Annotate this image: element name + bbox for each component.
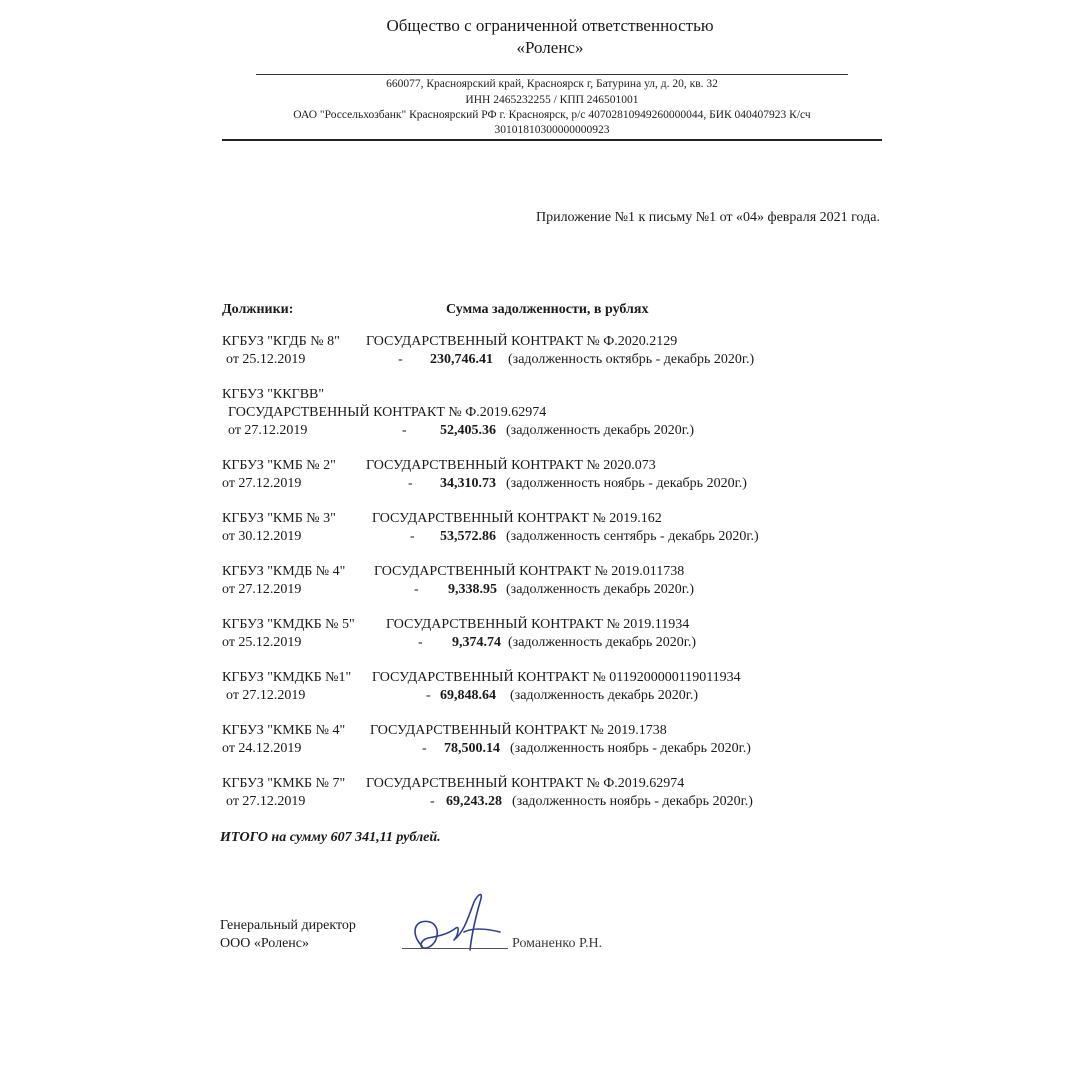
debtor-contract: ГОСУДАРСТВЕННЫЙ КОНТРАКТ № 2019.11934 [386,617,690,632]
debt-amount: 230,746.41 [430,352,493,367]
company-inn: ИНН 2465232255 / КПП 246501001 [465,94,639,106]
debtor-name: КГБУЗ "КМДКБ № 5" [222,617,355,632]
debt-amount: 9,374.74 [452,635,501,650]
company-title-line2: «Роленс» [516,38,584,57]
signatory-company: ООО «Роленс» [220,936,309,951]
debt-note: (задолженность декабрь 2020г.) [508,635,697,650]
signature-line [402,948,508,949]
debtor-contract: ГОСУДАРСТВЕННЫЙ КОНТРАКТ № Ф.2019.62974 [228,405,547,420]
dash: - [414,582,419,597]
amount-column-header: Сумма задолженности, в рублях [446,302,649,317]
contract-date: от 27.12.2019 [226,688,306,703]
debt-note: (задолженность декабрь 2020г.) [510,688,699,703]
debt-amount: 52,405.36 [440,423,496,438]
debtor-name: КГБУЗ "КМКБ № 4" [222,723,346,738]
debtor-contract: ГОСУДАРСТВЕННЫЙ КОНТРАКТ № Ф.2019.62974 [366,776,685,791]
debtor-name: КГБУЗ "ККГВВ" [222,387,325,402]
debtor-contract: ГОСУДАРСТВЕННЫЙ КОНТРАКТ № 2019.162 [372,511,662,526]
debt-amount: 9,338.95 [448,582,497,597]
contract-date: от 27.12.2019 [222,476,302,491]
debtor-name: КГБУЗ "КМБ № 2" [222,458,336,473]
signatory-name: Романенко Р.Н. [512,936,603,951]
company-title-line1: Общество с ограниченной ответственностью [386,16,714,35]
dash: - [408,476,413,491]
debtor-name: КГБУЗ "КГДБ № 8" [222,334,340,349]
debtor-name: КГБУЗ "КМДКБ №1" [222,670,352,685]
debt-amount: 53,572.86 [440,529,496,544]
debt-amount: 34,310.73 [440,476,496,491]
dash: - [426,688,431,703]
debt-note: (задолженность ноябрь - декабрь 2020г.) [510,741,751,756]
dash: - [422,741,427,756]
contract-date: от 25.12.2019 [222,635,302,650]
debt-amount: 69,243.28 [446,794,502,809]
contract-date: от 30.12.2019 [222,529,302,544]
debtor-contract: ГОСУДАРСТВЕННЫЙ КОНТРАКТ № 2020.073 [366,458,656,473]
dash: - [418,635,423,650]
debtor-contract: ГОСУДАРСТВЕННЫЙ КОНТРАКТ № 0119200000119011934 [372,670,741,685]
contract-date: от 27.12.2019 [226,794,306,809]
debt-note: (задолженность декабрь 2020г.) [506,423,695,438]
debt-note: (задолженность ноябрь - декабрь 2020г.) [512,794,753,809]
header-divider-top [256,74,848,75]
debt-note: (задолженность октябрь - декабрь 2020г.) [508,352,755,367]
debtor-name: КГБУЗ "КМДБ № 4" [222,564,346,579]
debt-amount: 69,848.64 [440,688,496,703]
debtor-name: КГБУЗ "КМКБ № 7" [222,776,346,791]
dash: - [430,794,435,809]
debtors-column-header: Должники: [222,302,294,317]
appendix-reference: Приложение №1 к письму №1 от «04» февраля 2021 года. [535,210,880,225]
dash: - [402,423,407,438]
debtor-contract: ГОСУДАРСТВЕННЫЙ КОНТРАКТ № 2019.1738 [370,723,667,738]
dash: - [398,352,403,367]
contract-date: от 24.12.2019 [222,741,302,756]
debt-note: (задолженность ноябрь - декабрь 2020г.) [506,476,747,491]
handwritten-signature [404,888,514,960]
debt-note: (задолженность декабрь 2020г.) [506,582,695,597]
company-bank: ОАО "Россельхозбанк" Красноярский РФ г. Красноярск, р/с 40702810949260000044, БИК 040407923 К/сч [293,109,811,121]
company-address: 660077, Красноярский край, Красноярск г, Батурина ул, д. 20, кв. 32 [386,78,718,90]
debtor-contract: ГОСУДАРСТВЕННЫЙ КОНТРАКТ № Ф.2020.2129 [366,334,678,349]
total-amount: ИТОГО на сумму 607 341,11 рублей. [220,830,441,845]
header-divider-bottom [222,139,882,141]
contract-date: от 27.12.2019 [222,582,302,597]
debt-note: (задолженность сентябрь - декабрь 2020г.) [506,529,759,544]
contract-date: от 27.12.2019 [228,423,308,438]
debtor-name: КГБУЗ "КМБ № 3" [222,511,336,526]
debtor-contract: ГОСУДАРСТВЕННЫЙ КОНТРАКТ № 2019.011738 [374,564,685,579]
debt-amount: 78,500.14 [444,741,500,756]
dash: - [410,529,415,544]
company-corr-account: 30101810300000000923 [494,124,610,136]
contract-date: от 25.12.2019 [226,352,306,367]
signatory-position: Генеральный директор [220,918,356,933]
